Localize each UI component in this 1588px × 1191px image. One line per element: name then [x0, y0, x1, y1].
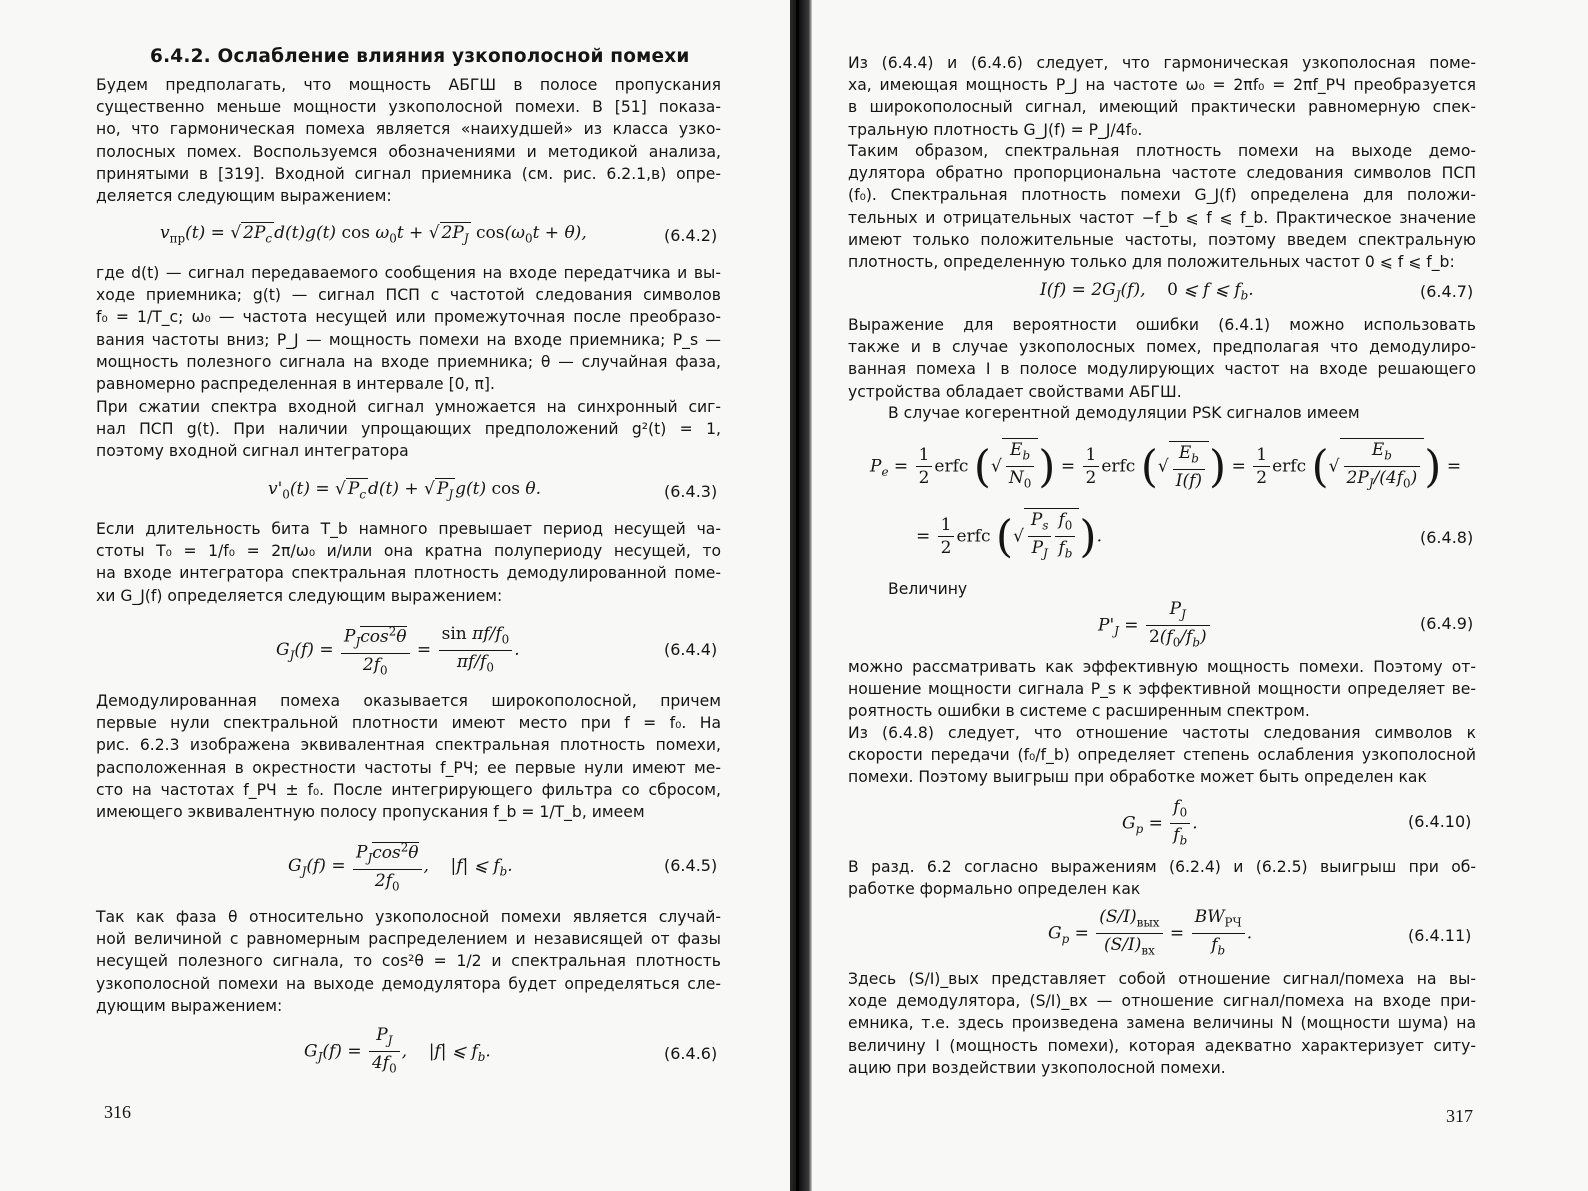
right-paragraph-5 — [888, 578, 1088, 600]
left-paragraph-2 — [96, 262, 721, 395]
page-number: 316 — [104, 1102, 131, 1122]
text-line: хи G_J(f) определяется следующим выражением: — [96, 586, 503, 605]
text-line: Здесь (S/I)_вых представляет собой отношение сигнал/помеха на вы- — [848, 970, 1476, 988]
text-line: принятыми в [319]. Входной сигнал приемника (см. рис. 6.2.1,в) опре- — [96, 164, 721, 183]
right-page — [812, 0, 1588, 1191]
text-line: также и в случае узкополосных помех, предполагая что демодулиро- — [848, 338, 1476, 357]
text-line: сто на частотах f_РЧ ± f₀. После интегрирующего фильтра со сбросом, — [96, 780, 721, 799]
equation-number: (6.4.8) — [1420, 528, 1474, 547]
left-paragraph-6 — [96, 906, 721, 1017]
text-line: дующим выражением: — [96, 996, 283, 1015]
text-line: Демодулированная помеха оказывается широкополосной, причем — [96, 692, 721, 710]
text-line: дулятора обратно пропорциональна частоте следования символов ПСП — [848, 164, 1476, 183]
right-paragraph-4 — [888, 402, 1448, 424]
text-line: стоты T₀ = 1/f₀ = 2π/ω₀ и/или она кратна полупериоду несущей, то — [96, 542, 721, 561]
text-line: (f₀). Спектральная плотность помехи G_J(f) определена для положи- — [848, 186, 1476, 205]
equation-6-4-8-line2: = $\frac{1}{2}$ erfc (√ $\frac{P_s}{P_J}$ $\frac{f_0}{f_b}$ ). — [916, 508, 1102, 565]
equation-number: (6.4.9) — [1420, 614, 1474, 633]
equation-number: (6.4.4) — [664, 640, 718, 659]
text-line: устройства обладает свойствами АБГШ. — [848, 382, 1182, 401]
text-line: первые нули спектральной плотности имеют место при f = f₀. На — [96, 714, 721, 733]
text-line: имеющего эквивалентную полосу пропускания f_b = 1/T_b, имеем — [96, 803, 645, 822]
text-line: вания частоты вниз; P_J — мощность помехи на входе приемника; P_s — — [96, 330, 721, 349]
equation-6-4-10: $G_p$ = $\frac{f_0}{f_b}$ . — [1122, 797, 1198, 848]
text-line: поэтому входной сигнал интегратора — [96, 442, 409, 461]
equation-number: (6.4.11) — [1408, 926, 1472, 945]
text-line: узкополосной помехи на выходе демодулятора будет определяться сле- — [96, 974, 721, 993]
text-line: где d(t) — сигнал передаваемого сообщения на входе передатчика и вы- — [96, 264, 721, 282]
text-line: Из (6.4.4) и (6.4.6) следует, что гармоническая узкополосная поме- — [848, 54, 1476, 72]
text-line: В случае когерентной демодуляции PSK сигналов имеем — [888, 404, 1360, 422]
equation-number: (6.4.10) — [1408, 812, 1472, 831]
left-paragraph-3 — [96, 396, 721, 463]
text-line: емника, т.е. здесь произведена замена величины N (мощности шума) на — [848, 1014, 1476, 1033]
text-line: f₀ = 1/T_c; ω₀ — частота несущей или промежуточная после преобразо- — [96, 308, 721, 327]
text-line: Из (6.4.8) следует, что отношение частоты следования символов к — [848, 724, 1476, 742]
text-line: Таким образом, спектральная плотность помехи на выходе демо- — [848, 142, 1476, 160]
equation-6-4-3: $v'_0(t)$ = √ $P_c$ d(t) + √ $P_J$ g(t) cos θ. — [268, 479, 542, 502]
right-paragraph-1 — [848, 52, 1476, 141]
text-line: Если длительность бита T_b намного превышает период несущей ча- — [96, 520, 721, 538]
equation-number: (6.4.6) — [664, 1044, 718, 1063]
text-line: плотность, определенную только для положительных частот 0 ⩽ f ⩽ f_b: — [848, 253, 1455, 272]
text-line: мощность полезного сигнала на входе приемника; θ — случайная фаза, — [96, 352, 721, 371]
equation-6-4-4: $G_J(f)$ = $\frac{P_J\cos^2\theta}{2f_0}$ = $\frac{\sin \pi f/f_0}{\pi f/f_0}$ . — [276, 620, 520, 681]
left-paragraph-4 — [96, 518, 721, 607]
right-paragraph-2 — [848, 140, 1476, 273]
text-line: рис. 6.2.3 изображена эквивалентная спектральная плотность помехи, — [96, 736, 721, 755]
text-line: несущей полезного сигнала, то cos²θ = 1/2 и спектральная плотность — [96, 952, 721, 971]
equation-6-4-2: $v_{пр}(t)$ = √ $2P_c$ d(t)g(t) $\cos \omega_0t$ + √ $2P_J$ $\cos(\omega_0t + \theta)$, — [160, 223, 587, 246]
text-line: скорости передачи (f₀/f_b) определяет степень ослабления узкополосной — [848, 746, 1476, 765]
text-line: работке формально определен как — [848, 880, 1141, 899]
equation-number: (6.4.3) — [664, 482, 718, 501]
left-paragraph-1 — [96, 74, 721, 207]
page-number: 317 — [1446, 1106, 1473, 1126]
text-line: В разд. 6.2 согласно выражениям (6.2.4) и (6.2.5) выигрыш при об- — [848, 858, 1476, 876]
text-line: помехи. Поэтому выигрыш при обработке может быть определен как — [848, 768, 1427, 787]
book-spine — [790, 0, 812, 1191]
text-line: ходе демодулятора, (S/I)_вх — отношение сигнал/помеха на входе при- — [848, 992, 1476, 1011]
right-paragraph-3 — [848, 314, 1476, 403]
text-line: в широкополосный сигнал, имеющий практически равномерную спек- — [848, 98, 1476, 117]
text-line: величину I (мощность помехи), которая адекватно характеризует ситу- — [848, 1036, 1476, 1055]
text-line: расположенная в окрестности частоты f_РЧ; ее первые нули имеют ме- — [96, 758, 721, 777]
equation-6-4-11: $G_p$ = $\frac{(S/I)_{вых}}{(S/I)_{вх}}$ = $\frac{BW_{РЧ}}{f_b}$ . — [1048, 907, 1253, 958]
text-line: тельных и отрицательных частот −f_b ⩽ f ⩽ f_b. Практическое значение — [848, 208, 1476, 227]
section-heading: 6.4.2. Ослабление влияния узкополосной помехи — [150, 46, 690, 67]
text-line: Величину — [888, 580, 968, 598]
text-line: Так как фаза θ относительно узкополосной помехи является случай- — [96, 908, 721, 926]
equation-number: (6.4.7) — [1420, 282, 1474, 301]
equation-6-4-8-line1: $P_e$ = $\frac{1}{2}$ erfc (√ $\frac{E_b}{N_0}$ ) = $\frac{1}{2}$ erfc (√ $\frac{E_b}{I(f)}$ ) = $\frac{1}{2}$ erfc (√ $\frac{E_b}{2P_J/(4f_0)}$ ) = — [870, 438, 1461, 495]
left-paragraph-5 — [96, 690, 721, 823]
text-line: можно рассматривать как эффективную мощность помехи. Поэтому от- — [848, 658, 1476, 676]
text-line: имеют только положительные частоты, поэтому введем спектральную — [848, 230, 1476, 249]
text-line: ацию при воздействии узкополосной помехи. — [848, 1058, 1226, 1077]
text-line: Выражение для вероятности ошибки (6.4.1) можно использовать — [848, 316, 1476, 334]
text-line: но, что гармоническая помеха является «наихудшей» из класса узко- — [96, 120, 721, 139]
equation-number: (6.4.2) — [664, 226, 718, 245]
equation-6-4-5: $G_J(f)$ = $\frac{P_J\cos^2\theta}{2f_0}$ , |f| ⩽ $f_b$. — [288, 836, 513, 897]
text-line: ной величиной с равномерным распределением и независящей от фазы — [96, 930, 721, 949]
right-paragraph-8 — [848, 856, 1476, 900]
text-line: ха, имеющая мощность P_J на частоте ω₀ = 2πf₀ = 2πf_РЧ преобразуется — [848, 76, 1476, 95]
left-page — [0, 0, 790, 1191]
right-paragraph-9 — [848, 968, 1476, 1079]
text-line: Будем предполагать, что мощность АБГШ в полосе пропускания — [96, 76, 721, 94]
text-line: При сжатии спектра входной сигнал умножается на синхронный сиг- — [96, 398, 721, 416]
equation-number: (6.4.5) — [664, 856, 718, 875]
text-line: ванная помеха I в полосе модулирующих частот на входе решающего — [848, 360, 1476, 379]
text-line: на входе интегратора спектральная плотность демодулированной поме- — [96, 564, 721, 583]
equation-6-4-7: $I(f) = 2G_J(f)$, 0 ⩽ f ⩽ $f_b$. — [1040, 280, 1254, 303]
text-line: существенно меньше мощности узкополосной помехи. В [51] показа- — [96, 98, 721, 117]
text-line: деляется следующим выражением: — [96, 187, 392, 206]
text-line: тральную плотность G_J(f) = P_J/4f₀. — [848, 120, 1143, 139]
text-line: полосных помех. Воспользуемся обозначениями и методикой анализа, — [96, 142, 721, 161]
text-line: нал ПСП g(t). При наличии упрощающих предположений g²(t) = 1, — [96, 420, 721, 439]
text-line: роятность ошибки в системе с расширенным спектром. — [848, 702, 1310, 721]
text-line: ношение мощности сигнала P_s к эффективной мощности определяет ве- — [848, 680, 1476, 699]
text-line: ходе приемника; g(t) — сигнал ПСП с частотой следования символов — [96, 286, 721, 305]
text-line: равномерно распределенная в интервале [0, π]. — [96, 375, 495, 394]
right-paragraph-7 — [848, 722, 1476, 789]
equation-6-4-9: $P'_J$ = $\frac{P_J}{2(f_0/f_b)}$ — [1098, 598, 1212, 654]
equation-6-4-6: $G_J(f)$ = $\frac{P_J}{4f_0}$ , |f| ⩽ $f_b$. — [304, 1025, 491, 1076]
right-paragraph-6 — [848, 656, 1476, 723]
